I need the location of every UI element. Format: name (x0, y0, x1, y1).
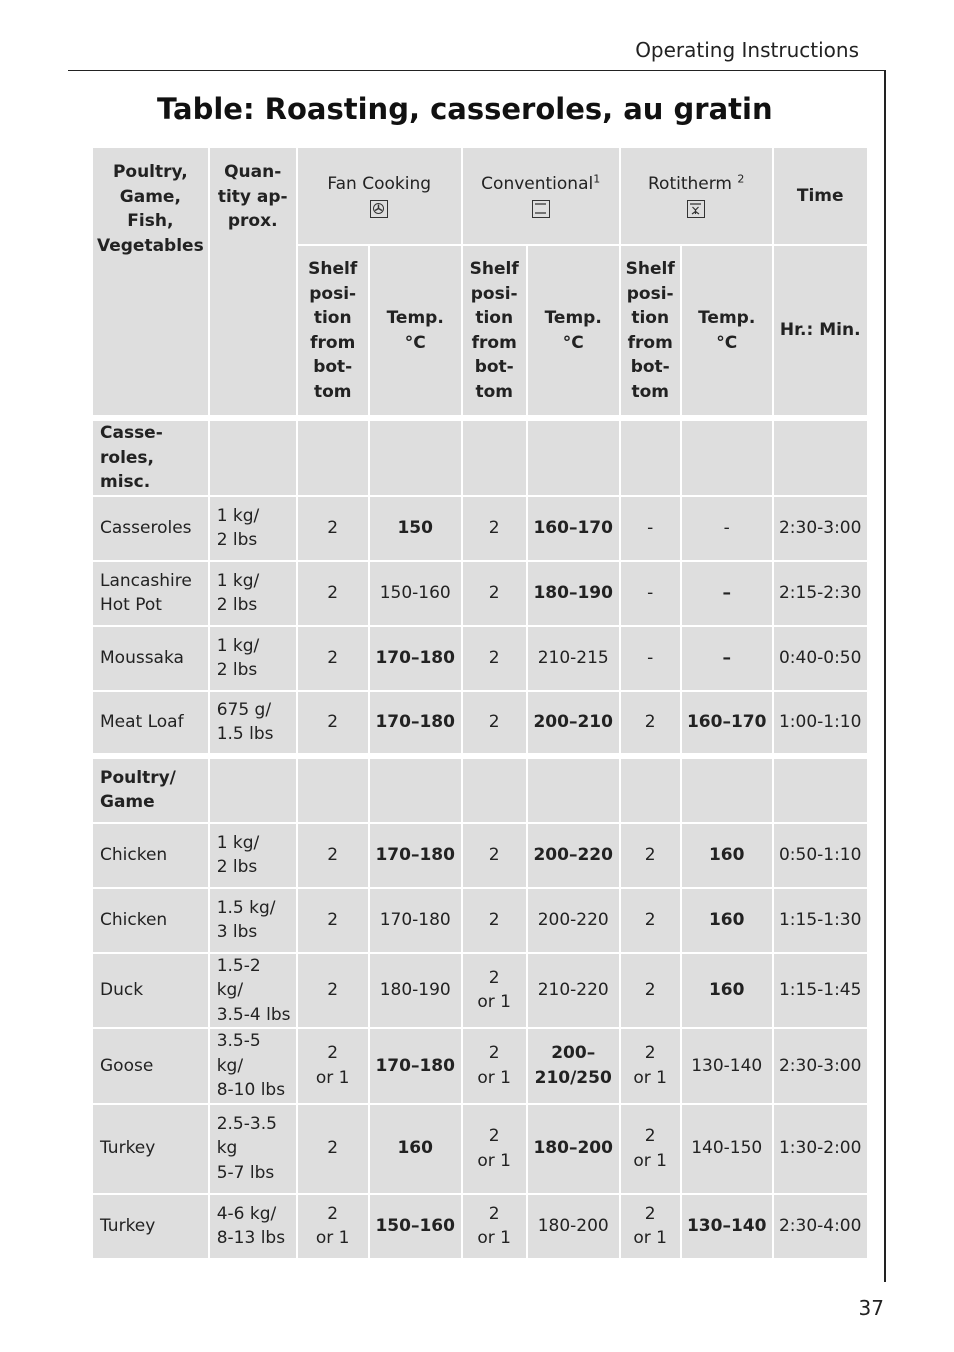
conv-shelf-cell: 2 or 1 (463, 1195, 526, 1258)
empty-cell (298, 759, 368, 822)
food-cell: Meat Loaf (93, 692, 208, 753)
roti-shelf-cell: - (621, 562, 680, 625)
roti-shelf-cell: 2 or 1 (621, 1105, 680, 1193)
food-cell: Moussaka (93, 627, 208, 690)
table-row (93, 1195, 867, 1258)
time-cell: 0:40-0:50 (774, 627, 867, 690)
table-body (93, 417, 867, 1258)
conv-shelf-cell: 2 (463, 627, 526, 690)
header-rule (68, 70, 886, 71)
food-cell: Casseroles (93, 497, 208, 560)
table-row (93, 497, 867, 560)
food-cell: Turkey (93, 1195, 208, 1258)
roti-shelf-cell: 2 or 1 (621, 1029, 680, 1103)
col-header-conv-shelf: Shelf posi- tion from bot- tom (463, 246, 526, 415)
empty-cell (774, 421, 867, 495)
fan-temp-cell: 170–180 (370, 824, 461, 887)
roti-temp-cell: 130-140 (682, 1029, 772, 1103)
quantity-cell: 1.5-2 kg/ 3.5-4 lbs (210, 954, 296, 1028)
conv-shelf-cell: 2 or 1 (463, 1105, 526, 1193)
fan-oven-icon (370, 200, 388, 218)
section-title: Casse- roles, misc. (93, 421, 208, 495)
col-header-roti-temp: Temp. °C (682, 246, 772, 415)
col-header-conventional: Conventional$^1$ (463, 148, 619, 244)
conv-shelf-cell: 2 (463, 497, 526, 560)
roti-shelf-cell: 2 (621, 692, 680, 753)
roti-temp-cell: 160 (682, 889, 772, 952)
fan-shelf-cell: 2 or 1 (298, 1195, 368, 1258)
fan-temp-cell: 150–160 (370, 1195, 461, 1258)
fan-shelf-cell: 2 (298, 824, 368, 887)
quantity-cell: 1 kg/ 2 lbs (210, 562, 296, 625)
rotitherm-grill-icon (687, 200, 705, 218)
fan-temp-cell: 170–180 (370, 1029, 461, 1103)
empty-cell (210, 759, 296, 822)
fan-shelf-cell: 2 (298, 562, 368, 625)
quantity-cell: 1 kg/ 2 lbs (210, 497, 296, 560)
quantity-cell: 1.5 kg/ 3 lbs (210, 889, 296, 952)
food-cell: Chicken (93, 889, 208, 952)
fan-shelf-cell: 2 or 1 (298, 1029, 368, 1103)
table-row (93, 889, 867, 952)
roti-temp-cell: 130–140 (682, 1195, 772, 1258)
fan-temp-cell: 170–180 (370, 627, 461, 690)
fan-shelf-cell: 2 (298, 627, 368, 690)
conv-temp-cell: 210-220 (528, 954, 619, 1028)
table-row (93, 562, 867, 625)
conv-temp-cell: 200–210 (528, 692, 619, 753)
roti-temp-cell: 160–170 (682, 692, 772, 753)
table-row (93, 692, 867, 753)
food-cell: Chicken (93, 824, 208, 887)
fan-temp-cell: 170-180 (370, 889, 461, 952)
col-header-roti-shelf: Shelf posi- tion from bot- tom (621, 246, 680, 415)
empty-cell (298, 421, 368, 495)
roasting-table (91, 146, 869, 1260)
table-row (93, 627, 867, 690)
roti-temp-cell: 140-150 (682, 1105, 772, 1193)
roti-shelf-cell: 2 or 1 (621, 1195, 680, 1258)
fan-shelf-cell: 2 (298, 889, 368, 952)
quantity-cell: 1 kg/ 2 lbs (210, 627, 296, 690)
roti-shelf-cell: - (621, 497, 680, 560)
empty-cell (463, 421, 526, 495)
col-header-quantity: Quan- tity ap- prox. (210, 148, 296, 415)
margin-rule (884, 70, 886, 1282)
conventional-oven-icon (532, 200, 550, 218)
roti-temp-cell: 160 (682, 824, 772, 887)
fan-temp-cell: 180-190 (370, 954, 461, 1028)
quantity-cell: 675 g/ 1.5 lbs (210, 692, 296, 753)
empty-cell (621, 759, 680, 822)
roti-shelf-cell: 2 (621, 889, 680, 952)
empty-cell (370, 421, 461, 495)
conv-temp-cell: 180–190 (528, 562, 619, 625)
fan-temp-cell: 160 (370, 1105, 461, 1193)
empty-cell (528, 421, 619, 495)
col-header-fan-cooking: Fan Cooking (298, 148, 461, 244)
conv-shelf-cell: 2 (463, 692, 526, 753)
col-header-fan-temp: Temp. °C (370, 246, 461, 415)
conv-temp-cell: 180–200 (528, 1105, 619, 1193)
empty-cell (210, 421, 296, 495)
page-number: 37 (858, 1296, 884, 1320)
empty-cell (682, 421, 772, 495)
roti-temp-cell: – (682, 562, 772, 625)
fan-temp-cell: 150-160 (370, 562, 461, 625)
conv-temp-cell: 200-220 (528, 889, 619, 952)
quantity-cell: 3.5-5 kg/ 8-10 lbs (210, 1029, 296, 1103)
col-header-fan-shelf: Shelf posi- tion from bot- tom (298, 246, 368, 415)
food-cell: Turkey (93, 1105, 208, 1193)
time-cell: 2:15-2:30 (774, 562, 867, 625)
time-cell: 2:30-4:00 (774, 1195, 867, 1258)
conv-temp-cell: 210-215 (528, 627, 619, 690)
roti-shelf-cell: - (621, 627, 680, 690)
time-cell: 1:15-1:45 (774, 954, 867, 1028)
fan-temp-cell: 170–180 (370, 692, 461, 753)
time-cell: 1:15-1:30 (774, 889, 867, 952)
time-cell: 0:50-1:10 (774, 824, 867, 887)
table-row (93, 1029, 867, 1103)
roti-shelf-cell: 2 (621, 954, 680, 1028)
empty-cell (682, 759, 772, 822)
conv-temp-cell: 160–170 (528, 497, 619, 560)
section-header-row (93, 421, 867, 495)
fan-shelf-cell: 2 (298, 1105, 368, 1193)
time-cell: 1:30-2:00 (774, 1105, 867, 1193)
time-cell: 2:30-3:00 (774, 497, 867, 560)
table-row (93, 824, 867, 887)
running-header: Operating Instructions (635, 38, 859, 62)
roti-temp-cell: 160 (682, 954, 772, 1028)
quantity-cell: 1 kg/ 2 lbs (210, 824, 296, 887)
conv-shelf-cell: 2 (463, 824, 526, 887)
empty-cell (621, 421, 680, 495)
col-header-food: Poultry, Game, Fish, Vegetables (93, 148, 208, 415)
conv-shelf-cell: 2 or 1 (463, 1029, 526, 1103)
time-cell: 2:30-3:00 (774, 1029, 867, 1103)
food-cell: Duck (93, 954, 208, 1028)
conv-shelf-cell: 2 (463, 889, 526, 952)
section-title: Poultry/ Game (93, 759, 208, 822)
food-cell: Goose (93, 1029, 208, 1103)
col-header-conv-temp: Temp. °C (528, 246, 619, 415)
section-header-row (93, 759, 867, 822)
empty-cell (528, 759, 619, 822)
time-cell: 1:00-1:10 (774, 692, 867, 753)
col-header-time-unit: Hr.: Min. (774, 246, 867, 415)
empty-cell (370, 759, 461, 822)
col-header-rotitherm: Rotitherm $^2$ (621, 148, 772, 244)
fan-shelf-cell: 2 (298, 497, 368, 560)
fan-shelf-cell: 2 (298, 954, 368, 1028)
col-header-time: Time (774, 148, 867, 244)
food-cell: Lancashire Hot Pot (93, 562, 208, 625)
empty-cell (774, 759, 867, 822)
roti-shelf-cell: 2 (621, 824, 680, 887)
fan-shelf-cell: 2 (298, 692, 368, 753)
table-row (93, 1105, 867, 1193)
fan-temp-cell: 150 (370, 497, 461, 560)
conv-temp-cell: 200– 210/250 (528, 1029, 619, 1103)
conv-temp-cell: 200–220 (528, 824, 619, 887)
roti-temp-cell: - (682, 497, 772, 560)
roti-temp-cell: – (682, 627, 772, 690)
page-title: Table: Roasting, casseroles, au gratin (157, 92, 773, 126)
conv-shelf-cell: 2 or 1 (463, 954, 526, 1028)
conv-shelf-cell: 2 (463, 562, 526, 625)
empty-cell (463, 759, 526, 822)
quantity-cell: 2.5-3.5 kg 5-7 lbs (210, 1105, 296, 1193)
quantity-cell: 4-6 kg/ 8-13 lbs (210, 1195, 296, 1258)
conv-temp-cell: 180-200 (528, 1195, 619, 1258)
table-row (93, 954, 867, 1028)
